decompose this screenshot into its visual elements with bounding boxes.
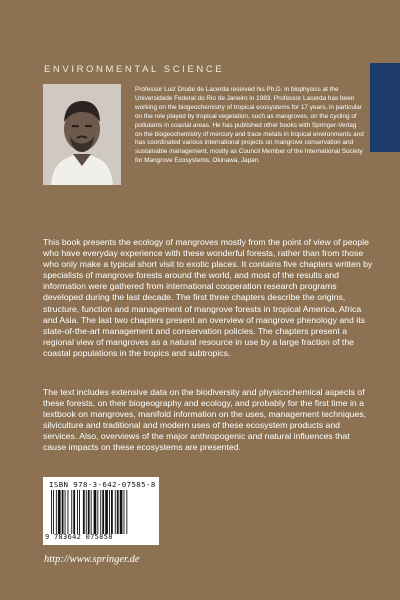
description-paragraph: The text includes extensive data on the biodiversity and physicochemical aspects of these forests, on their biogeography and ecology, and probably for the first time in a textbook on mangroves, manifold information on the uses, management techniques, silviculture and traditional and modern uses of these ecosystem products and services. Also, overviews of the major anthropogenic and natural influences that cause impacts on these ecosystems are presented. — [43, 387, 367, 453]
barcode-number: 9 783642 075858 — [45, 533, 113, 541]
author-photo — [43, 84, 121, 185]
description-paragraph: This book presents the ecology of mangroves mostly from the point of view of people who have everyday experience with these wonderful forests, rather than from those who only make a typical short visit to exotic places. It contains five chapters written by specialists of mangrove forests around the world, and most of the results and information were gathered from international cooperation research programs developed during the last decade. The first three chapters describe the origins, structure, function and management of mangrove forests in tropical America, Africa and Asia. The last two chapters present an overview of mangrove phenology and its state-of-the-art management and conservation policies. The chapters present a regional view of mangroves as a natural resource in use by a large fraction of the coastal populations in the tropics and subtropics. — [43, 237, 373, 358]
series-color-tab — [370, 63, 400, 152]
publisher-url[interactable]: http://www.springer.de — [44, 554, 140, 565]
barcode-label — [43, 477, 159, 545]
barcode — [50, 490, 154, 534]
author-bio: Professor Luiz Drude de Lacerda received his Ph.D. in biophysics at the Universidade Federal do Rio de Janeiro in 1983. Professor Lacerda has been working on the biogeochemistry of tropical ecosystems for 17 years, in particular on the role played by tropical vegetation, such as mangroves, on the cycling of pollutants in coastal areas. He has published other books with Springer-Verlag on the biogeochemistry of mercury and trace metals in tropical environments and has coordinated various international projects on mangrove conservation and sustainable management, mostly as Council Member of the International Society for Mangrove Ecosystems, Okinawa, Japan. — [135, 86, 364, 165]
series-title: ENVIRONMENTAL SCIENCE — [44, 64, 225, 75]
isbn-text: ISBN 978-3-642-07585-8 — [49, 480, 156, 489]
